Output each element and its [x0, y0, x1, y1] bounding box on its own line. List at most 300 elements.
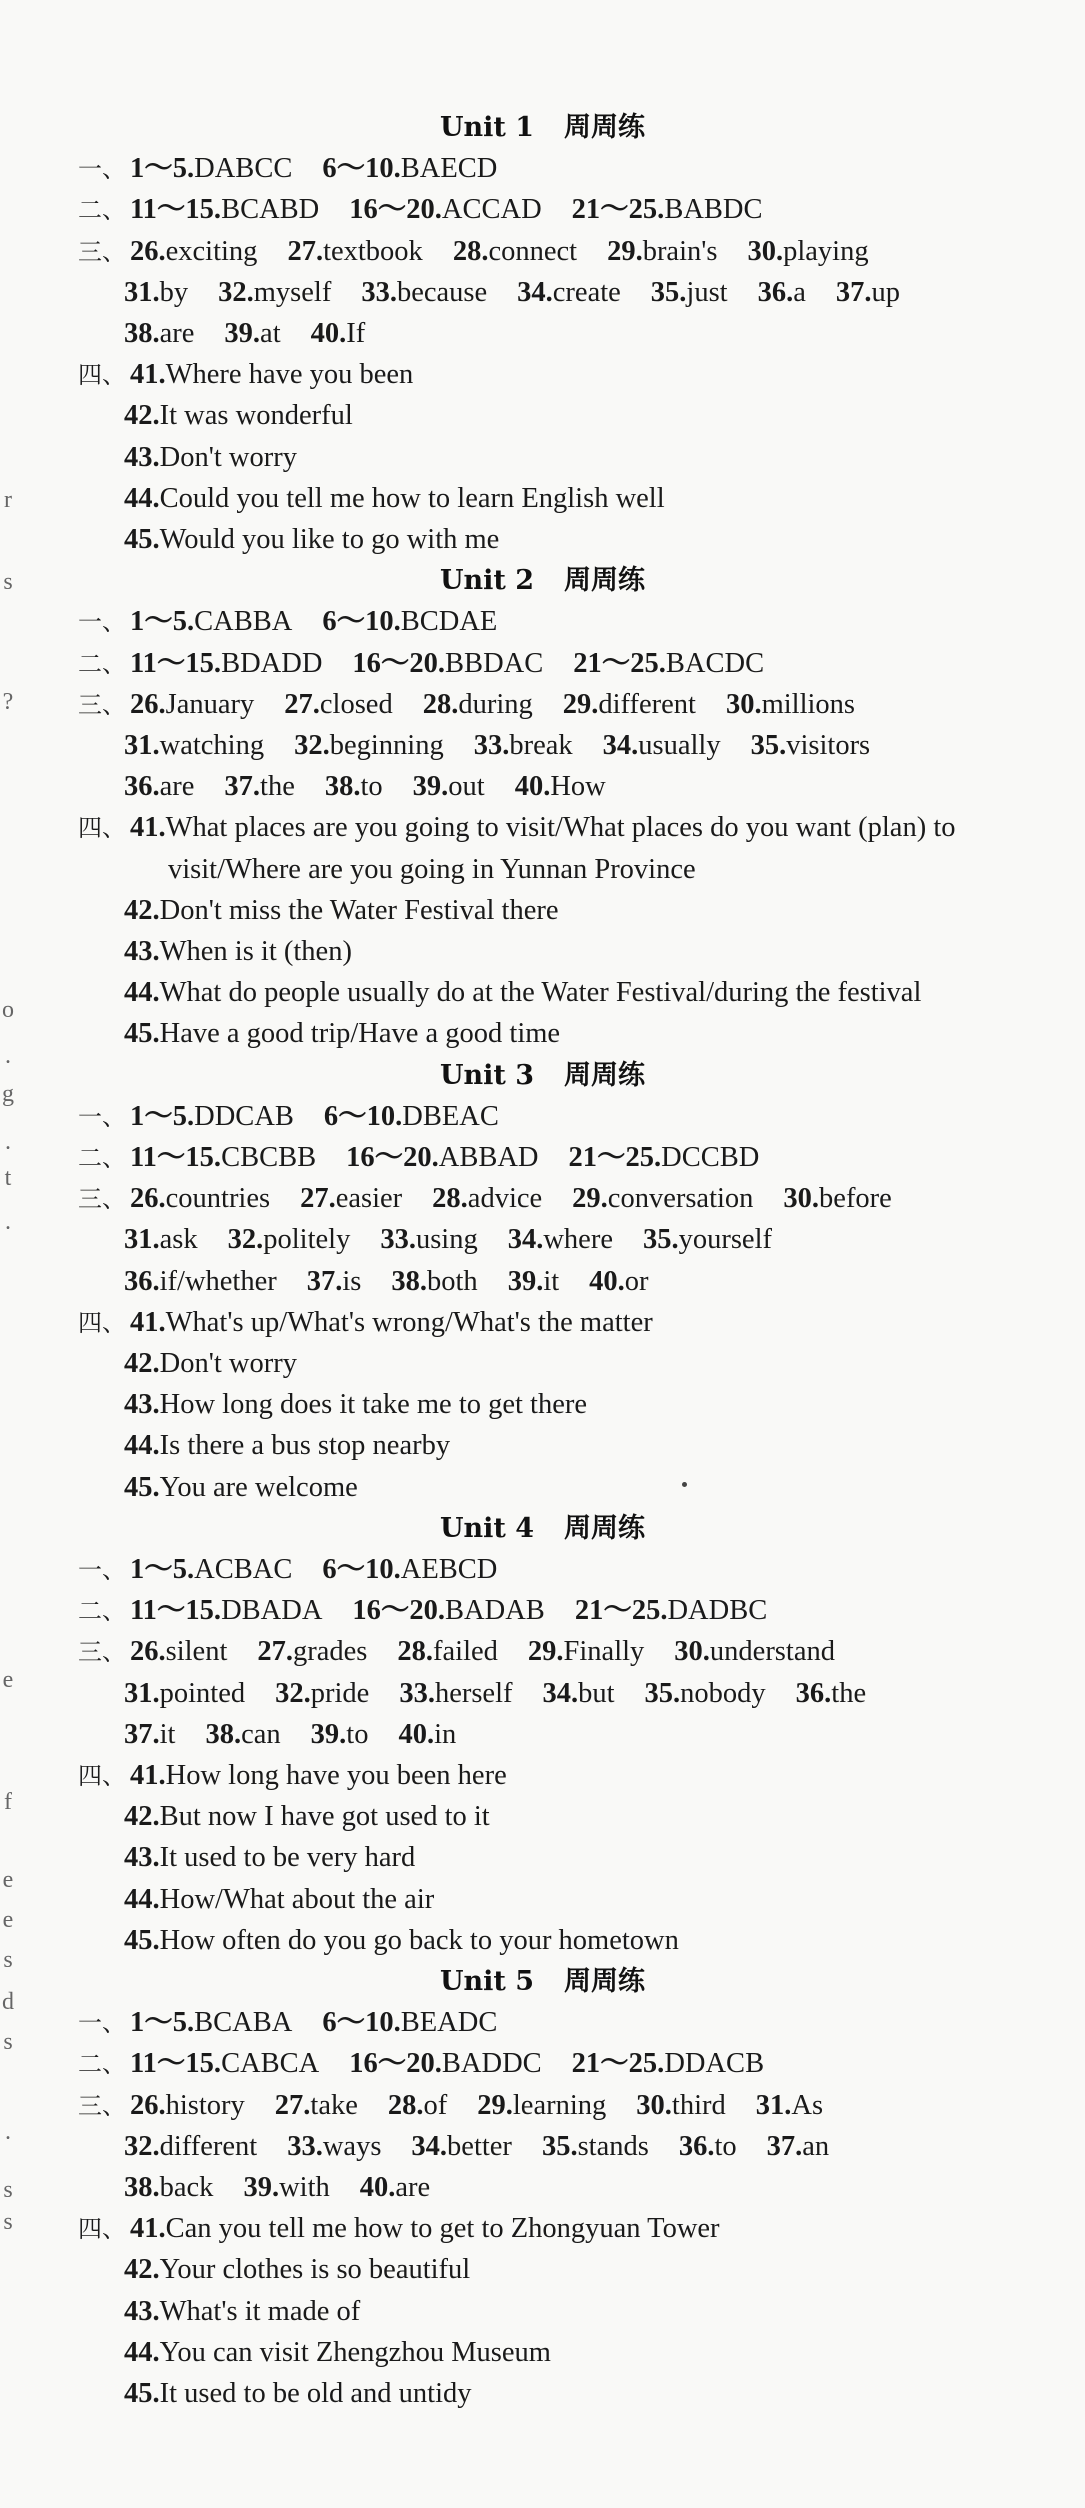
sentence-answer: Don't worry	[159, 1348, 297, 1379]
item-number: 40.	[398, 1718, 435, 1750]
item-number: 1～5.	[130, 606, 195, 638]
sentence-answer-line	[124, 520, 499, 560]
answer-item	[432, 1179, 542, 1219]
item-answer: to	[714, 2130, 737, 2162]
sentence-answer: When is it (then)	[159, 936, 352, 967]
sentence-answer-line	[124, 2374, 472, 2414]
margin-fragment: e	[2, 1907, 14, 1933]
item-answer: politely	[263, 1224, 351, 1256]
item-number: 21～25.	[573, 647, 666, 679]
item-answer: beginning	[329, 730, 444, 761]
item-number: 42.	[124, 894, 160, 926]
answer-item	[453, 232, 577, 272]
sentence-answer: What's up/What's wrong/What's the matter	[165, 1306, 653, 1338]
answer-item	[573, 644, 764, 684]
answer-item	[423, 685, 533, 725]
answer-item	[130, 644, 322, 684]
item-number: 45.	[124, 1471, 160, 1503]
answer-item	[563, 685, 696, 725]
answer-row-part3	[124, 1674, 896, 1714]
answer-row-part3	[78, 1632, 865, 1672]
answer-item	[528, 1632, 644, 1672]
item-number: 45.	[124, 1018, 160, 1050]
answer-row-part2	[78, 1138, 789, 1178]
item-answer: are	[159, 318, 195, 349]
item-number: 39.	[507, 1265, 544, 1297]
answer-item	[651, 273, 728, 313]
item-number: 28.	[422, 688, 459, 720]
item-number: 34.	[411, 2130, 448, 2162]
answer-item	[360, 2168, 430, 2208]
item-answer: break	[509, 730, 573, 761]
answer-item	[130, 190, 319, 230]
sentence-answer: Could you tell me how to learn English well	[159, 482, 665, 514]
answer-item	[572, 2044, 764, 2084]
sentence-answer-line	[124, 2250, 470, 2290]
sentence-answer: Don't worry	[159, 441, 297, 473]
item-number: 36.	[795, 1677, 832, 1709]
item-number: 6～10.	[322, 2007, 401, 2039]
sentence-answer: You can visit Zhengzhou Museum	[159, 2336, 551, 2368]
section-number: 三、	[78, 1185, 126, 1214]
answer-item	[542, 2127, 649, 2167]
sentence-answer-line	[124, 396, 353, 436]
answer-item	[124, 2168, 213, 2208]
margin-fragment: s	[3, 2177, 13, 2203]
answer-item	[243, 2168, 329, 2208]
answer-item	[287, 232, 422, 272]
sentence-answer-line	[124, 1344, 297, 1384]
answer-item	[218, 273, 331, 313]
item-number: 41.	[130, 359, 166, 391]
item-answer: CABBA	[194, 606, 293, 638]
item-answer: BBDAC	[445, 647, 544, 679]
section-number: 一、	[78, 2009, 126, 2038]
item-number: 32.	[218, 276, 254, 308]
answer-row-part1	[78, 149, 527, 189]
sentence-answer-line	[124, 2292, 360, 2332]
item-answer: CBCBB	[221, 1142, 317, 1173]
item-number: 41.	[130, 1760, 166, 1791]
answer-item	[228, 1220, 351, 1260]
margin-fragment: f	[4, 1789, 12, 1815]
sentence-answer: visit/Where are you going in Yunnan Province	[168, 853, 696, 885]
unit-subtitle: 周周练	[564, 565, 646, 597]
item-answer: where	[543, 1224, 613, 1256]
section-number: 一、	[78, 155, 126, 184]
answer-item	[388, 2086, 447, 2126]
margin-fragment: s	[3, 2029, 13, 2055]
margin-fragment: s	[3, 569, 13, 595]
item-answer: third	[671, 2089, 726, 2121]
answer-item	[411, 2127, 512, 2167]
item-number: 42.	[124, 1801, 160, 1833]
item-answer: countries	[165, 1183, 271, 1215]
item-answer: if/whether	[159, 1265, 277, 1297]
answer-row-part3	[124, 2168, 460, 2208]
answer-item	[398, 1715, 456, 1755]
answer-item	[589, 1262, 648, 1302]
sentence-answer-line	[124, 479, 665, 519]
answer-item	[324, 1097, 499, 1137]
section-number: 四、	[78, 2215, 126, 2244]
answer-row-part3	[78, 2086, 853, 2126]
item-answer: visitors	[786, 730, 871, 761]
answer-item	[572, 1179, 753, 1219]
margin-fragment: d	[2, 1989, 14, 2015]
item-number: 45.	[124, 524, 160, 555]
item-number: 16～20.	[346, 1142, 439, 1173]
item-number: 28.	[432, 1183, 468, 1215]
answer-row-part3	[124, 273, 930, 313]
item-number: 16～20.	[349, 194, 442, 226]
item-answer: ABBAD	[438, 1142, 539, 1173]
answer-item	[124, 767, 194, 807]
answer-item	[607, 232, 717, 272]
margin-fragment: .	[5, 1209, 11, 1235]
item-number: 27.	[284, 688, 320, 720]
answer-row-part3	[124, 1262, 679, 1302]
item-number: 44.	[124, 2336, 160, 2368]
item-answer: silent	[165, 1636, 228, 1668]
answer-row-part1	[78, 2003, 527, 2043]
item-answer: BABDC	[664, 194, 763, 226]
item-number: 36.	[124, 771, 160, 803]
answer-item	[397, 1632, 498, 1672]
answer-row-part3	[124, 314, 395, 354]
answer-item	[130, 2003, 292, 2043]
item-answer: brain's	[642, 235, 718, 267]
item-answer: just	[686, 276, 728, 308]
stray-dot	[682, 1482, 687, 1487]
item-answer: at	[260, 318, 281, 349]
sentence-answer: But now I have got used to it	[159, 1801, 490, 1833]
item-answer: exciting	[165, 235, 258, 267]
item-number: 37.	[766, 2130, 803, 2162]
item-number: 28.	[397, 1636, 434, 1668]
item-answer: stands	[577, 2130, 649, 2162]
item-number: 21～25.	[571, 2048, 665, 2080]
item-number: 36.	[124, 1265, 160, 1297]
answer-item	[508, 1262, 559, 1302]
answer-item	[783, 1179, 891, 1219]
item-answer: usually	[638, 730, 721, 761]
answer-item	[124, 1715, 175, 1755]
unit-subtitle: 周周练	[564, 1059, 646, 1091]
sentence-answer: Where have you been	[165, 359, 414, 391]
item-number: 43.	[124, 1842, 160, 1874]
item-answer: different	[598, 688, 696, 720]
answer-row-part1	[78, 602, 527, 642]
item-number: 34.	[542, 1677, 579, 1709]
item-number: 42.	[124, 1348, 160, 1379]
item-number: 26.	[130, 688, 166, 720]
item-answer: herself	[434, 1677, 513, 1709]
item-answer: DADBC	[667, 1595, 768, 1627]
answer-item	[413, 767, 485, 807]
margin-fragment: t	[4, 1165, 12, 1191]
item-number: 1～5.	[130, 1554, 195, 1585]
answer-item	[130, 149, 292, 189]
item-number: 32.	[275, 1677, 311, 1709]
item-answer: Finally	[563, 1636, 645, 1668]
sentence-answer-line	[78, 1303, 653, 1343]
item-answer: ways	[322, 2130, 382, 2162]
item-number: 32.	[227, 1224, 264, 1256]
item-number: 35.	[650, 276, 687, 308]
answer-item	[124, 273, 188, 313]
item-number: 38.	[324, 771, 361, 803]
sentence-answer-line	[124, 891, 559, 931]
item-answer: out	[448, 771, 485, 803]
answer-item	[515, 767, 606, 807]
answer-item	[130, 1591, 322, 1631]
item-answer: a	[793, 276, 806, 308]
item-answer: is	[342, 1265, 362, 1297]
item-number: 33.	[380, 1224, 416, 1256]
item-answer: BDADD	[221, 647, 323, 679]
item-number: 27.	[257, 1636, 293, 1668]
item-answer: up	[871, 276, 901, 308]
answer-item	[603, 726, 721, 766]
item-number: 16～20.	[349, 2048, 442, 2080]
item-number: 21～25.	[571, 194, 665, 226]
item-number: 33.	[473, 730, 510, 761]
item-answer: BACDC	[665, 647, 765, 679]
item-number: 35.	[750, 730, 787, 761]
sentence-answer: What's it made of	[159, 2295, 361, 2327]
item-answer: learning	[512, 2089, 607, 2121]
sentence-answer-line	[124, 2333, 551, 2373]
item-answer: closed	[319, 688, 393, 720]
sentence-answer-line	[124, 1797, 490, 1837]
sentence-answer: How/What about the air	[159, 1883, 435, 1915]
answer-item	[325, 767, 383, 807]
item-number: 27.	[300, 1183, 336, 1215]
sentence-answer-line	[78, 2209, 720, 2249]
item-number: 43.	[124, 2295, 160, 2327]
unit-title: Unit 1	[439, 112, 535, 143]
sentence-answer: What places are you going to visit/What places do you want (plan) to	[165, 812, 956, 844]
item-answer: nobody	[680, 1677, 766, 1709]
section-number: 二、	[78, 196, 126, 225]
margin-fragment: .	[5, 2119, 11, 2145]
item-number: 30.	[725, 688, 762, 720]
item-number: 39.	[224, 318, 261, 349]
item-answer: both	[427, 1265, 478, 1297]
answer-item	[130, 1179, 270, 1219]
item-number: 16～20.	[352, 647, 446, 679]
unit-subtitle: 周周练	[564, 1966, 646, 1997]
item-answer: BAECD	[400, 153, 498, 185]
item-number: 31.	[755, 2089, 792, 2121]
answer-row-part3	[124, 2127, 859, 2167]
section-number: 二、	[78, 1597, 126, 1626]
section-number: 一、	[78, 1102, 126, 1131]
item-answer: DCCBD	[661, 1142, 760, 1173]
item-number: 26.	[130, 2089, 166, 2121]
answer-item	[542, 1674, 614, 1714]
answer-item	[508, 1220, 613, 1260]
item-number: 40.	[589, 1265, 625, 1297]
unit-title: Unit 2	[439, 565, 535, 597]
sentence-answer: Can you tell me how to get to Zhongyuan Tower	[165, 2213, 720, 2245]
sentence-answer-line	[124, 438, 297, 478]
answer-row-part3	[124, 767, 636, 807]
item-number: 44.	[124, 482, 160, 514]
item-answer: AEBCD	[400, 1554, 498, 1585]
answer-item	[205, 1715, 280, 1755]
sentence-answer: Your clothes is so beautiful	[159, 2254, 471, 2286]
item-number: 44.	[124, 1430, 160, 1462]
item-answer: the	[260, 771, 295, 803]
item-number: 11～15.	[130, 2048, 222, 2080]
answer-item	[284, 685, 392, 725]
item-number: 28.	[452, 235, 489, 267]
item-number: 43.	[124, 936, 160, 967]
item-number: 35.	[644, 1677, 681, 1709]
item-answer: are	[159, 771, 195, 803]
item-answer: take	[310, 2089, 358, 2121]
item-answer: If	[346, 318, 366, 349]
item-answer: How	[550, 771, 606, 803]
answer-item	[679, 2127, 737, 2167]
answer-item	[349, 2044, 541, 2084]
item-answer: with	[279, 2172, 330, 2203]
answer-item	[767, 2127, 830, 2167]
item-answer: using	[415, 1224, 478, 1256]
answer-item	[572, 190, 763, 230]
item-number: 43.	[124, 441, 160, 473]
answer-item	[124, 1220, 198, 1260]
item-number: 29.	[607, 235, 643, 267]
item-number: 30.	[636, 2089, 672, 2121]
answer-item	[224, 767, 294, 807]
item-number: 32.	[294, 730, 330, 761]
item-number: 6～10.	[323, 1100, 403, 1132]
item-answer: As	[791, 2089, 824, 2121]
margin-fragment: o	[2, 997, 14, 1023]
item-answer: yourself	[678, 1224, 772, 1256]
sentence-answer: It used to be very hard	[159, 1842, 416, 1874]
item-number: 33.	[399, 1677, 435, 1709]
section-number: 三、	[78, 1638, 126, 1667]
item-number: 39.	[310, 1718, 347, 1750]
item-answer: textbook	[323, 235, 423, 267]
item-number: 26.	[130, 1183, 166, 1215]
answer-row-part2	[78, 2044, 794, 2084]
section-number: 三、	[78, 237, 126, 266]
item-number: 42.	[124, 400, 160, 432]
item-number: 1～5.	[130, 1100, 195, 1132]
item-answer: DBADA	[221, 1595, 323, 1627]
answer-item	[124, 2127, 257, 2167]
sentence-answer: You are welcome	[159, 1471, 358, 1503]
item-answer: easier	[335, 1183, 403, 1215]
item-number: 1～5.	[130, 153, 195, 185]
margin-fragment: g	[2, 1081, 14, 1107]
answer-row-part3	[124, 726, 900, 766]
item-number: 37.	[124, 1718, 160, 1750]
item-number: 26.	[130, 1636, 166, 1668]
answer-item	[224, 314, 280, 354]
section-number: 一、	[78, 608, 126, 637]
item-answer: in	[434, 1718, 457, 1750]
item-number: 38.	[124, 318, 160, 349]
item-number: 41.	[130, 2213, 166, 2245]
item-answer: during	[458, 688, 533, 720]
section-number: 二、	[78, 1144, 126, 1172]
answer-row-part3	[124, 1715, 486, 1755]
sentence-answer: What do people usually do at the Water Festival/during the festival	[159, 977, 922, 1009]
answer-item	[311, 314, 366, 354]
item-answer: understand	[709, 1636, 835, 1668]
section-number: 四、	[78, 814, 126, 843]
item-number: 35.	[642, 1224, 679, 1256]
sentence-answer-line	[124, 1921, 679, 1961]
margin-fragment: .	[5, 1043, 11, 1069]
section-number: 二、	[78, 2050, 126, 2079]
item-answer: advice	[467, 1183, 543, 1215]
answer-item	[474, 726, 573, 766]
answer-item	[130, 602, 292, 642]
unit-heading	[0, 1509, 1085, 1549]
answer-item	[322, 602, 497, 642]
item-answer: ACBAC	[194, 1554, 293, 1585]
unit-title: Unit 5	[439, 1966, 535, 1997]
answer-item	[361, 273, 487, 313]
answer-item	[322, 1550, 497, 1590]
item-answer: DBEAC	[402, 1100, 499, 1132]
sentence-answer-line	[124, 1014, 560, 1054]
item-answer: BADDC	[441, 2048, 542, 2080]
answer-item	[287, 2127, 381, 2167]
item-number: 11～15.	[130, 1595, 222, 1627]
item-answer: conversation	[607, 1183, 754, 1215]
item-number: 41.	[130, 812, 166, 844]
item-number: 31.	[124, 730, 160, 761]
answer-item	[380, 1220, 477, 1260]
answer-item	[294, 726, 444, 766]
item-number: 31.	[124, 1224, 160, 1256]
answer-item	[311, 1715, 369, 1755]
answer-item	[124, 314, 194, 354]
item-number: 38.	[124, 2172, 160, 2203]
answer-item	[575, 1591, 767, 1631]
sentence-answer-line	[78, 1756, 507, 1796]
item-number: 45.	[124, 1924, 160, 1956]
answer-item	[674, 1632, 835, 1672]
item-number: 31.	[124, 276, 160, 308]
item-number: 6～10.	[322, 1554, 401, 1585]
answer-item	[257, 1632, 367, 1672]
item-number: 37.	[835, 276, 872, 308]
section-number: 四、	[78, 1308, 126, 1337]
item-answer: or	[624, 1265, 649, 1297]
unit-heading	[0, 561, 1085, 601]
answer-item	[300, 1179, 402, 1219]
section-number: 二、	[78, 649, 126, 678]
item-number: 38.	[391, 1265, 428, 1297]
unit-subtitle: 周周练	[564, 112, 646, 143]
sentence-answer-line	[124, 973, 921, 1013]
unit-heading	[0, 1056, 1085, 1096]
item-number: 29.	[572, 1183, 608, 1215]
answer-item	[758, 273, 806, 313]
answer-item	[124, 1262, 277, 1302]
item-number: 31.	[124, 1677, 160, 1709]
item-answer: DDCAB	[194, 1100, 294, 1132]
